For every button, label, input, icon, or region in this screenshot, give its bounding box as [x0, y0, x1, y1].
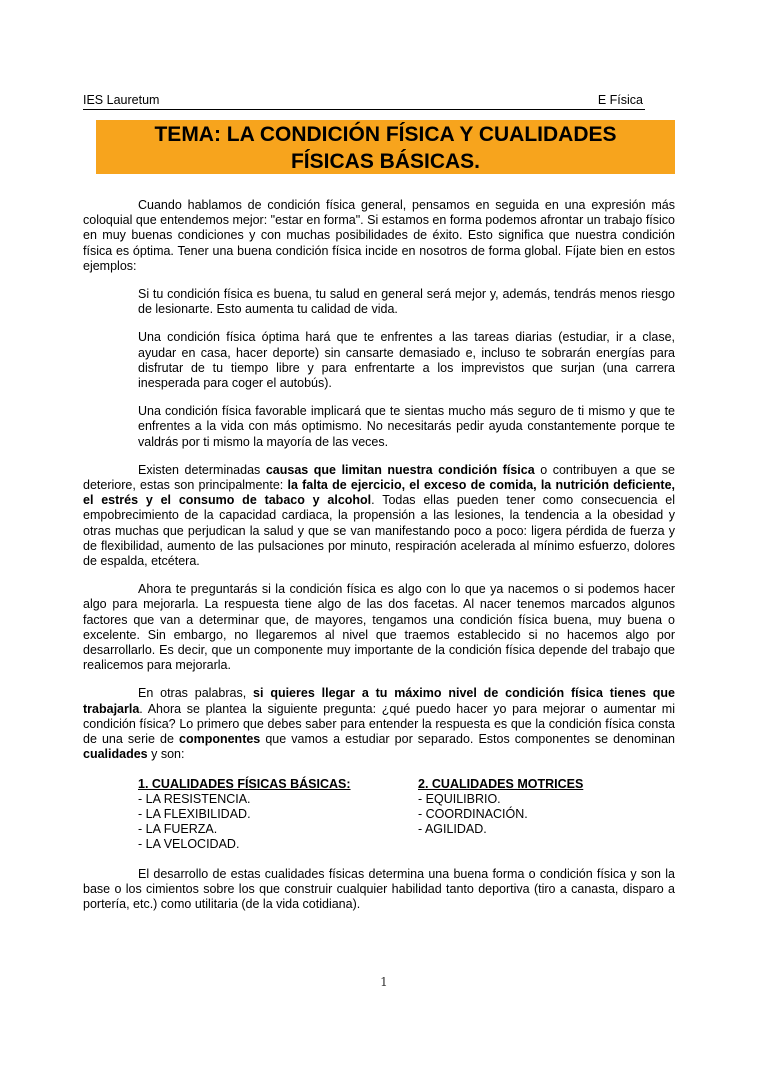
list-item: - LA RESISTENCIA.: [138, 791, 251, 806]
causes-bold-1: causas que limitan nuestra condición física: [265, 462, 535, 477]
example-paragraph-1: Si tu condición física es buena, tu salud en general será mejor y, además, tendrás menos riesgo de lesionarte. Esto aumenta tu calidad de vida.: [138, 287, 675, 317]
list-item: - COORDINACIÓN.: [418, 806, 528, 821]
words-bold-3: cualidades: [83, 747, 148, 762]
document-body: [83, 198, 675, 925]
intro-paragraph: Cuando hablamos de condición física general, pensamos en seguida en una expresión más coloquial que entendemos mejor: "estar en forma". Si estamos en forma podemos afrontar un trabajo físico en muy buenas condiciones y con muchas posibilidades de éxito. Esto significa que nuestra condición física es óptima. Tener una buena condición física incide en nosotros de forma global. Fíjate bien en estos ejemplos:: [83, 198, 675, 273]
causes-text-1: Existen determinadas: [138, 462, 266, 477]
words-text-3: que vamos a estudiar por separado. Estos componentes se denominan: [260, 732, 675, 747]
title-line-1: TEMA: LA CONDICIÓN FÍSICA Y CUALIDADES: [154, 123, 617, 146]
born-paragraph: Ahora te preguntarás si la condición física es algo con lo que ya nacemos o si podemos hacer algo para mejorarla. La respuesta tiene algo de las dos facetas. Al nacer tenemos marcados algunos factores que van a determinar que, de mayores, tengamos una condición física buena, muy buena o excelente. Sin embargo, no llegaremos al nivel que traemos establecido si no hacemos algo por desarrollarlo. Es decir, que un componente muy importante de la condición física depende del trabajo que realicemos para mejorarla.: [83, 582, 675, 673]
closing-paragraph: El desarrollo de estas cualidades físicas determina una buena forma o condición física y son la base o los cimientos sobre los que construir cualquier habilidad tanto deportiva (tiro a canasta, disparo a portería, etc.) como utilitaria (de la vida cotidiana).: [83, 866, 675, 911]
words-bold-2: componentes: [179, 732, 261, 747]
basic-qualities-list: [138, 777, 351, 853]
example-paragraph-2: Una condición física óptima hará que te enfrentes a las tareas diarias (estudiar, ir a clase, ayudar en casa, hacer deporte) sin cansarte demasiado e, incluso te sobrarán energías para disfrutar de tu tiempo libre y para enfrentarte a los imprevistos que surjan (una carrera inesperada para coger el autobús).: [138, 330, 675, 391]
title-line-2: FÍSICAS BÁSICAS.: [290, 150, 481, 173]
causes-text-2: o contribuyen a que se deteriore, estas son principalmente:: [83, 462, 675, 493]
subject-name: E Física: [597, 93, 643, 107]
list-item: - EQUILIBRIO.: [418, 791, 501, 806]
title-banner: [96, 120, 675, 174]
school-name: IES Lauretum: [83, 93, 160, 107]
list-item: - LA VELOCIDAD.: [138, 837, 240, 852]
words-text-2: . Ahora se plantea la siguiente pregunta: ¿qué puedo hacer yo para mejorar o aumentar mi condición física? Lo primero que debes saber para entender la respuesta es que la condición física consta de una serie de: [83, 701, 675, 747]
causes-paragraph: [83, 463, 675, 569]
motor-qualities-heading: 2. CUALIDADES MOTRICES: [418, 776, 584, 791]
list-item: - AGILIDAD.: [418, 822, 487, 837]
words-paragraph: [83, 686, 675, 762]
causes-text-3: . Todas ellas pueden tener como consecuencia el empobrecimiento de la capacidad cardiaca, la propensión a las lesiones, la tendencia a la obesidad y otras muchas que perjudican la salud y que se van manifestando poco a poco: ligera pérdida de fuerza y de flexibilidad, aumento de las pulsaciones por minuto, respiración acelerada al mínimo esfuerzo, dolores de espalda, etcétera.: [83, 493, 675, 569]
list-item: - LA FUERZA.: [138, 822, 218, 837]
example-paragraph-3: Una condición física favorable implicará que te sientas mucho más seguro de ti mismo y que te enfrentes a la vida con más optimismo. No necesitarás pedir ayuda constantemente porque te valdrás por ti mismo la mayoría de las veces.: [138, 404, 675, 449]
basic-qualities-heading: 1. CUALIDADES FÍSICAS BÁSICAS:: [138, 776, 351, 791]
page-header: [83, 91, 645, 110]
words-text-1: En otras palabras,: [138, 686, 254, 701]
page-number: 1: [380, 975, 388, 989]
words-bold-1: si quieres llegar a tu máximo nivel de condición física tienes que trabajarla: [83, 686, 675, 716]
list-item: - LA FLEXIBILIDAD.: [138, 806, 251, 821]
causes-bold-2: la falta de ejercicio, el exceso de comida, la nutrición deficiente, el estrés y el consumo de tabaco y alcohol: [83, 478, 675, 508]
motor-qualities-list: [418, 777, 583, 838]
words-text-4: y son:: [147, 747, 185, 762]
qualities-lists: [138, 777, 675, 853]
